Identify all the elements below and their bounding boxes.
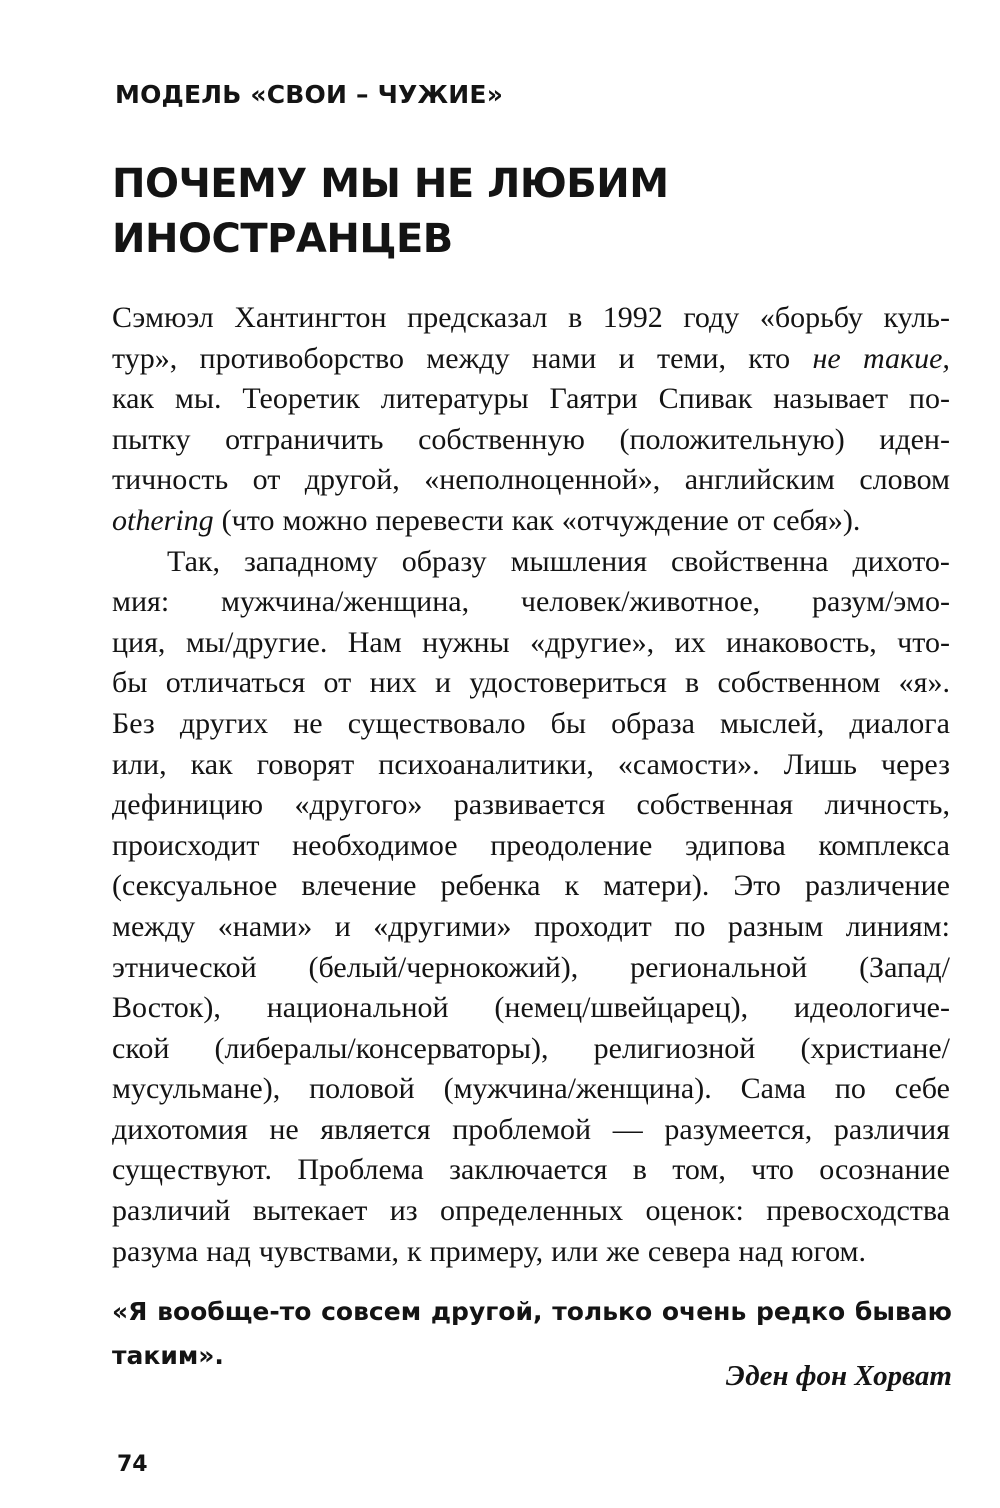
body-line: разума над чувствами, к примеру, или же севера над югом. — [112, 1234, 867, 1268]
epigraph-line: таким». — [112, 1341, 224, 1370]
body-line: дихотомия не является проблемой — разумеется, различия — [112, 1112, 950, 1146]
body-line: или, как говорят психоаналитики, «самости». Лишь через — [112, 747, 950, 781]
body-line: ция, мы/другие. Нам нужны «другие», их инаковость, что- — [112, 625, 950, 659]
body-line: Без других не существовало бы образа мыслей, диалога — [112, 706, 950, 740]
body-line: существуют. Проблема заключается в том, что осознание — [112, 1153, 950, 1187]
body-line: дефиницию «другого» развивается собственная личность, — [112, 788, 950, 822]
body-line: Сэмюэл Хантингтон предсказал в 1992 году «борьбу куль- — [112, 301, 950, 334]
running-head: МОДЕЛЬ «СВОИ – ЧУЖИЕ» — [115, 80, 504, 109]
body-line: бы отличаться от них и удостовериться в собственном «я». — [112, 666, 950, 700]
body-line: пытку отграничить собственную (положительную) иден- — [112, 422, 950, 456]
body-line: тичность от другой, «неполноценной», английским словом — [112, 463, 950, 497]
body-line: как мы. Теоретик литературы Гаятри Спивак называет по- — [112, 382, 950, 416]
body-text — [112, 298, 950, 1272]
body-line: различий вытекает из определенных оценок: превосходства — [112, 1194, 950, 1228]
body-line: тур», противоборство между нами и теми, кто не такие, — [112, 341, 950, 375]
body-line: между «нами» и «другими» проходит по разным линиям: — [112, 909, 950, 943]
chapter-title-line: ИНОСТРАНЦЕВ — [112, 216, 453, 262]
body-line: этнической (белый/чернокожий), региональной (Запад/ — [112, 950, 950, 984]
body-line: происходит необходимое преодоление эдипова комплекса — [112, 828, 950, 862]
page-number: 74 — [117, 1452, 148, 1477]
body-line: Так, западному образу мышления свойственна дихото- — [167, 544, 950, 578]
body-line: ской (либералы/консерваторы), религиозной (христиане/ — [112, 1031, 950, 1065]
epigraph-author: Эден фон Хорват — [725, 1360, 952, 1392]
body-line: othering (что можно перевести как «отчуждение от себя»). — [112, 503, 861, 537]
body-line: Восток), национальной (немец/швейцарец), идеологиче- — [112, 991, 950, 1025]
body-line: (сексуальное влечение ребенка к матери). Это различение — [112, 869, 950, 903]
body-line: мусульмане), половой (мужчина/женщина). Сама по себе — [112, 1072, 950, 1106]
chapter-title-line: ПОЧЕМУ МЫ НЕ ЛЮБИМ — [112, 161, 669, 207]
body-line: мия: мужчина/женщина, человек/животное, разум/эмо- — [112, 585, 950, 619]
epigraph-line: «Я вообще-то совсем другой, только очень редко бываю — [112, 1297, 952, 1326]
chapter-title — [112, 157, 669, 267]
